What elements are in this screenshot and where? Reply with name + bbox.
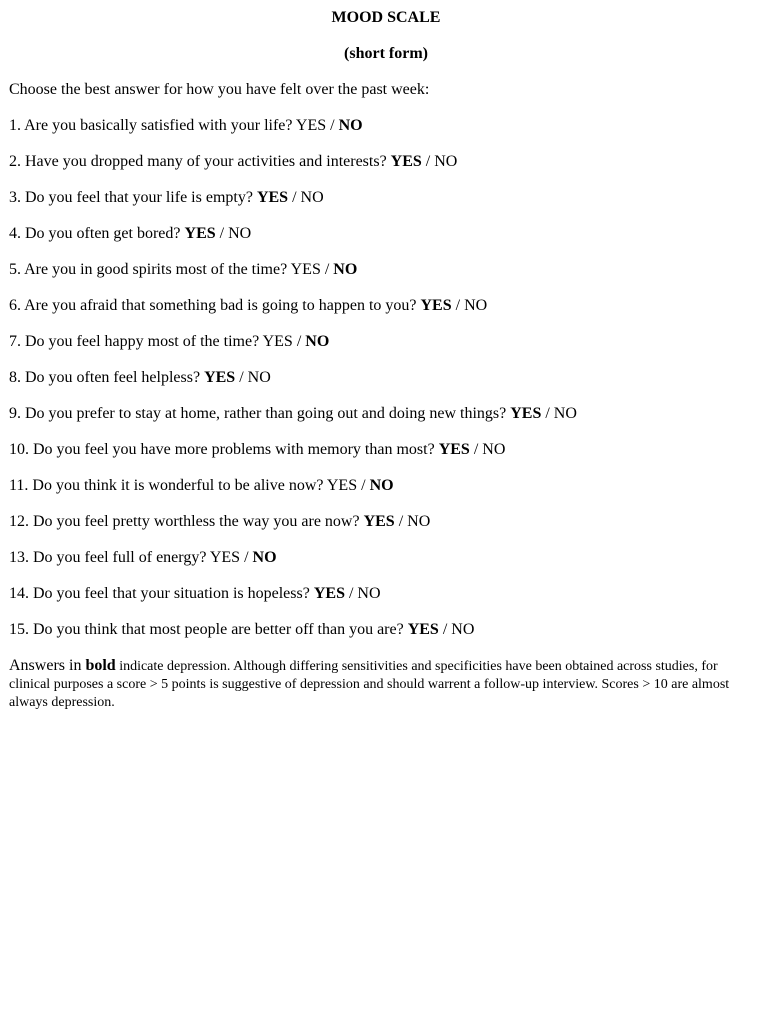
- answer-separator: /: [320, 261, 334, 278]
- footnote-bold-word: bold: [85, 657, 116, 674]
- answer-separator: /: [469, 441, 483, 458]
- answer-separator: /: [394, 513, 408, 530]
- question-text: Are you afraid that something bad is going to happen to you?: [24, 297, 417, 314]
- question-number: 5.: [9, 261, 21, 278]
- answer-no: NO: [482, 441, 506, 458]
- answer-no: NO: [333, 261, 358, 278]
- answer-yes: YES: [290, 261, 321, 278]
- question-text: Do you feel you have more problems with memory than most?: [33, 441, 435, 458]
- answer-separator: /: [235, 369, 248, 386]
- answer-yes: YES: [204, 369, 236, 386]
- question-number: 4.: [9, 225, 21, 242]
- answer-yes: YES: [313, 585, 345, 602]
- answer-yes: YES: [390, 153, 422, 170]
- document-subtitle: (short form): [344, 45, 428, 62]
- question-text: Do you feel full of energy?: [33, 549, 207, 566]
- answer-no: NO: [369, 477, 394, 494]
- answer-separator: /: [326, 117, 339, 134]
- question-item: [9, 116, 759, 136]
- question-item: [9, 476, 759, 496]
- question-text: Do you feel that your life is empty?: [25, 189, 253, 206]
- question-item: [9, 368, 759, 388]
- question-list: [9, 116, 759, 640]
- question-item: [9, 224, 759, 244]
- footnote: [9, 657, 739, 712]
- footnote-part2: indicate depression. Although differing sensitivities and specificities have been obtained across studies, for clinical purposes a score > 5 points is suggestive of depression and should warrent a follow-up interview. Scores > 10 are almost always depression.: [9, 659, 730, 710]
- answer-yes: YES: [326, 477, 358, 494]
- answer-no: NO: [407, 513, 431, 530]
- question-number: 3.: [9, 189, 21, 206]
- answer-no: NO: [357, 585, 381, 602]
- answer-no: NO: [247, 369, 271, 386]
- question-item: [9, 584, 759, 604]
- question-item: [9, 152, 759, 172]
- question-item: [9, 296, 759, 316]
- answer-no: NO: [300, 189, 324, 206]
- question-number: 13.: [9, 549, 29, 566]
- document-page: [9, 8, 759, 712]
- question-item: [9, 332, 759, 352]
- instruction-text: Choose the best answer for how you have felt over the past week:: [9, 81, 430, 98]
- question-number: 8.: [9, 369, 21, 386]
- answer-yes: YES: [295, 117, 327, 134]
- answer-yes: YES: [209, 549, 241, 566]
- question-item: [9, 620, 759, 640]
- question-text: Do you prefer to stay at home, rather than going out and doing new things?: [25, 405, 507, 422]
- question-text: Have you dropped many of your activities and interests?: [25, 153, 387, 170]
- question-text: Do you often feel helpless?: [25, 369, 201, 386]
- question-item: [9, 512, 759, 532]
- answer-separator: /: [240, 549, 253, 566]
- question-number: 10.: [9, 441, 29, 458]
- answer-no: NO: [338, 117, 363, 134]
- answer-separator: /: [215, 225, 229, 242]
- answer-yes: YES: [184, 225, 216, 242]
- document-title: MOOD SCALE: [331, 9, 441, 26]
- answer-no: NO: [228, 225, 252, 242]
- question-number: 6.: [9, 297, 21, 314]
- answer-yes: YES: [438, 441, 470, 458]
- answer-separator: /: [344, 585, 358, 602]
- question-item: [9, 260, 759, 280]
- answer-separator: /: [421, 153, 435, 170]
- question-text: Do you feel that your situation is hopeless?: [33, 585, 310, 602]
- answer-no: NO: [553, 405, 577, 422]
- answer-yes: YES: [510, 405, 542, 422]
- question-number: 1.: [9, 117, 21, 134]
- question-number: 14.: [9, 585, 29, 602]
- question-text: Do you feel pretty worthless the way you are now?: [33, 513, 360, 530]
- footnote-part1: Answers in: [9, 657, 86, 674]
- answer-separator: /: [292, 333, 306, 350]
- question-number: 11.: [9, 477, 29, 494]
- answer-yes: YES: [407, 621, 439, 638]
- answer-yes: YES: [256, 189, 289, 206]
- question-text: Are you basically satisfied with your life?: [24, 117, 293, 134]
- answer-separator: /: [288, 189, 301, 206]
- answer-no: NO: [252, 549, 277, 566]
- answer-separator: /: [451, 297, 465, 314]
- answer-no: NO: [434, 153, 458, 170]
- answer-separator: /: [438, 621, 452, 638]
- question-text: Are you in good spirits most of the time?: [24, 261, 288, 278]
- question-text: Do you think it is wonderful to be alive now?: [32, 477, 324, 494]
- question-number: 9.: [9, 405, 21, 422]
- question-text: Do you think that most people are better off than you are?: [33, 621, 404, 638]
- question-number: 12.: [9, 513, 29, 530]
- answer-no: NO: [464, 297, 488, 314]
- answer-no: NO: [451, 621, 475, 638]
- question-text: Do you feel happy most of the time?: [25, 333, 260, 350]
- answer-no: NO: [305, 333, 330, 350]
- question-item: [9, 188, 759, 208]
- answer-yes: YES: [420, 297, 452, 314]
- question-item: [9, 440, 759, 460]
- question-number: 2.: [9, 153, 21, 170]
- question-item: [9, 404, 759, 424]
- answer-separator: /: [357, 477, 370, 494]
- question-number: 7.: [9, 333, 21, 350]
- question-number: 15.: [9, 621, 29, 638]
- answer-yes: YES: [363, 513, 395, 530]
- answer-yes: YES: [262, 333, 293, 350]
- question-text: Do you often get bored?: [25, 225, 181, 242]
- question-item: [9, 548, 759, 568]
- answer-separator: /: [541, 405, 554, 422]
